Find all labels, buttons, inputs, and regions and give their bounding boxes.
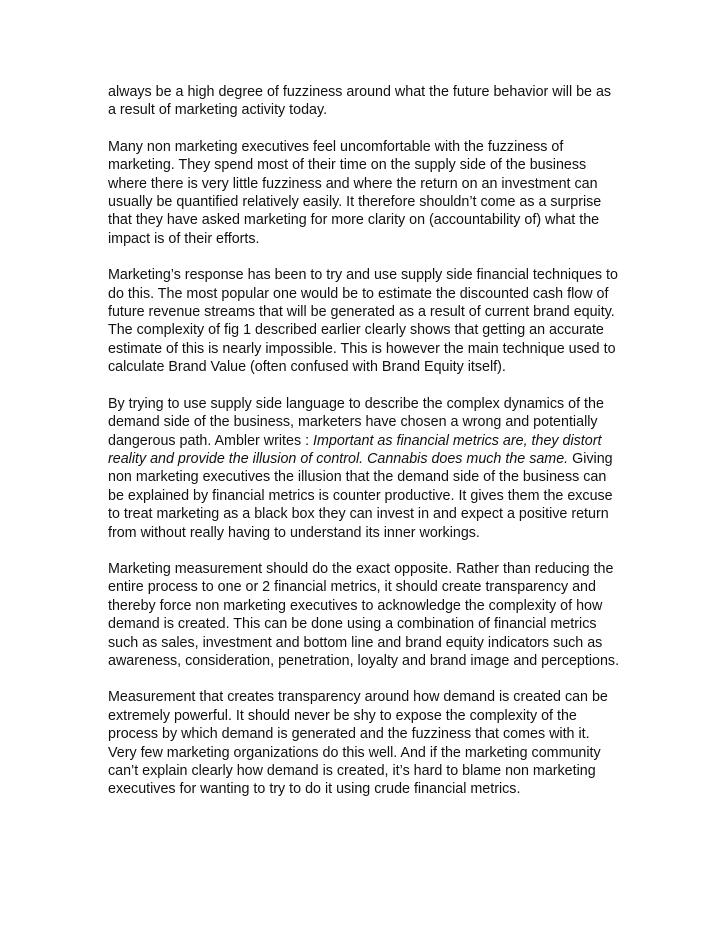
text-line: extremely powerful. It should never be shy to expose the complexity of the bbox=[108, 707, 577, 724]
text-line: By trying to use supply side language to describe the complex dynamics of the bbox=[108, 395, 604, 412]
text-line: do this. The most popular one would be to estimate the discounted cash flow of bbox=[108, 285, 609, 302]
text-line: Measurement that creates transparency around how demand is created can be bbox=[108, 689, 608, 706]
text-line: calculate Brand Value (often confused with Brand Equity itself). bbox=[108, 359, 506, 376]
text-line: process by which demand is generated and the fuzziness that comes with it. bbox=[108, 726, 590, 743]
text-line: can’t explain clearly how demand is created, it’s hard to blame non marketing bbox=[108, 763, 596, 779]
body-text bbox=[108, 83, 628, 817]
text-line: entire process to one or 2 financial metrics, it should create transparency and bbox=[108, 579, 596, 596]
text-run: dangerous path. Ambler writes : bbox=[108, 432, 314, 449]
text-line bbox=[108, 450, 628, 468]
text-line: executives for wanting to try to do it using crude financial metrics. bbox=[108, 781, 521, 798]
quote-text: reality and provide the illusion of control. Cannabis does much the same. bbox=[108, 450, 569, 467]
text-line: non marketing executives the illusion that the demand side of the business can bbox=[108, 469, 607, 486]
paragraph-2 bbox=[108, 138, 628, 248]
text-line: where there is very little fuzziness and where the return on an investment can bbox=[108, 175, 598, 192]
text-line: future revenue streams that will be generated as a result of current brand equity. bbox=[108, 304, 615, 321]
text-line: The complexity of fig 1 described earlier clearly shows that getting an accurate bbox=[108, 322, 604, 339]
paragraph-4 bbox=[108, 395, 628, 542]
text-line: Many non marketing executives feel uncomfortable with the fuzziness of bbox=[108, 138, 564, 155]
paragraph-6 bbox=[108, 688, 628, 798]
text-line: demand side of the business, marketers have chosen a wrong and potentially bbox=[108, 414, 598, 431]
text-line: marketing. They spend most of their time on the supply side of the business bbox=[108, 157, 587, 174]
paragraph-3 bbox=[108, 266, 628, 376]
text-line: always be a high degree of fuzziness around what the future behavior will be as bbox=[108, 84, 612, 100]
text-line: usually be quantified relatively easily. It therefore shouldn’t come as a surprise bbox=[108, 194, 602, 211]
paragraph-5 bbox=[108, 560, 628, 670]
text-line: demand is created. This can be done using a combination of financial metrics bbox=[108, 616, 597, 633]
text-line: Very few marketing organizations do this well. And if the marketing community bbox=[108, 744, 601, 761]
text-line: Marketing’s response has been to try and use supply side financial techniques to bbox=[108, 267, 618, 284]
text-line: to treat marketing as a black box they can invest in and expect a positive return bbox=[108, 506, 609, 523]
text-run: Giving bbox=[568, 450, 613, 467]
text-line: thereby force non marketing executives to acknowledge the complexity of how bbox=[108, 597, 603, 614]
text-line: Marketing measurement should do the exact opposite. Rather than reducing the bbox=[108, 560, 614, 577]
text-line: estimate of this is nearly impossible. This is however the main technique used to bbox=[108, 340, 616, 357]
text-line: that they have asked marketing for more clarity on (accountability of) what the bbox=[108, 212, 600, 229]
text-line: a result of marketing activity today. bbox=[108, 102, 328, 119]
paragraph-1 bbox=[108, 83, 628, 120]
text-line: from without really having to understand its inner workings. bbox=[108, 524, 480, 541]
text-line bbox=[108, 432, 628, 450]
text-line: awareness, consideration, penetration, loyalty and brand image and perceptions. bbox=[108, 652, 620, 669]
text-line: such as sales, investment and bottom line and brand equity indicators such as bbox=[108, 634, 603, 651]
text-line: impact is of their efforts. bbox=[108, 230, 260, 247]
text-line: be explained by financial metrics is counter productive. It gives them the excuse bbox=[108, 487, 613, 504]
quote-text: Important as financial metrics are, they distort bbox=[313, 432, 602, 449]
